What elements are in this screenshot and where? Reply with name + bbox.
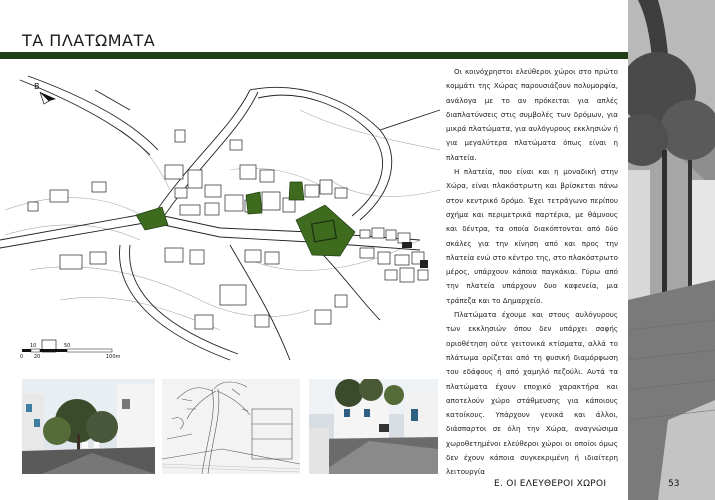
svg-text:100m: 100m [106, 354, 121, 360]
svg-text:0: 0 [20, 354, 24, 360]
north-label: B [34, 82, 40, 91]
plaza-west [136, 207, 168, 230]
photo-churchyard [309, 379, 438, 474]
paragraph-intro: Οι κοινόχρηστοι ελεύθεροι χώροι στο πρώτο κομμάτι της Χώρας παρουσιάζουν πολυμορφία, ανάλογα με το αν πρόκειται για απλές διαπλατύνσεις στις συμβολές των δρόμων, για μικρά πλατώματα, για αυλόγυρους εκκλησιών ή για μεγαλύτερα πλατώματα όπως είναι η πλατεία. [446, 67, 618, 162]
paragraph-churchyards: Πλατώματα έχουμε και στους αυλόγυρους των εκκλησιών όπου δεν υπάρχει σαφής οριοθέτηση ούτε γειτονικά κτίσματα, αλλά το πλάτωμα ορίζεται από τη φυσική διαμόρφωση του εδάφους ή από χαμηλό πεζούλι. Αυτά τα πλατώματα έχουν εποχικό χαρακτήρα και αποτελούν χώρο στάθμευσης για κάποιους κατοίκους. Υπάρχουν γενικά και άλλοι, διάσπαρτοι σε όλη την Χώρα, αναγνώσιμα χωροθετημένοι ελεύθεροι χώροι οι οποίοι όμως δεν έχουν κάποια συγκεκριμένη ή ιδιαίτερη λειτουργία [446, 310, 618, 477]
scale-bar [20, 343, 121, 360]
svg-text:20: 20 [34, 354, 41, 360]
plaza-small [246, 192, 262, 214]
photo-square [22, 379, 155, 474]
main-square [296, 205, 355, 256]
site-plan-map [0, 70, 445, 370]
plaza-north [289, 182, 304, 200]
sketch-square [162, 379, 300, 474]
svg-text:50: 50 [64, 343, 71, 349]
street-photo-right [628, 0, 715, 500]
page-number: 53 [668, 479, 680, 489]
section-label: Ε. ΟΙ ΕΛΕΥΘΕΡΟΙ ΧΩΡΟΙ [494, 479, 607, 489]
page-title: ΤΑ ΠΛΑΤΩΜΑΤΑ [22, 31, 156, 50]
paragraph-square: Η πλατεία, που είναι και η μοναδική στην Χώρα, είναι πλακόστρωτη και βρίσκεται πάνω στον κεντρικό δρόμο. Έχει τετράγωνο περίπου σχήμα και περιμετρικά παρτέρια, με θάμνους και δέντρα, τα οποία διακόπτονται από δύο σκάλες για την κίνηση από και προς την πλατεία ενώ στο κέντρο της, στο πλακόστρωτο μέρος, υπάρχουν κάποια παγκάκια. Γύρω από την πλατεία υπάρχουν δυο καφενεία, μια τράπεζα και το Δημαρχείο. [446, 167, 618, 305]
article-text [446, 65, 618, 480]
header-band [0, 52, 628, 59]
svg-text:10: 10 [30, 343, 37, 349]
